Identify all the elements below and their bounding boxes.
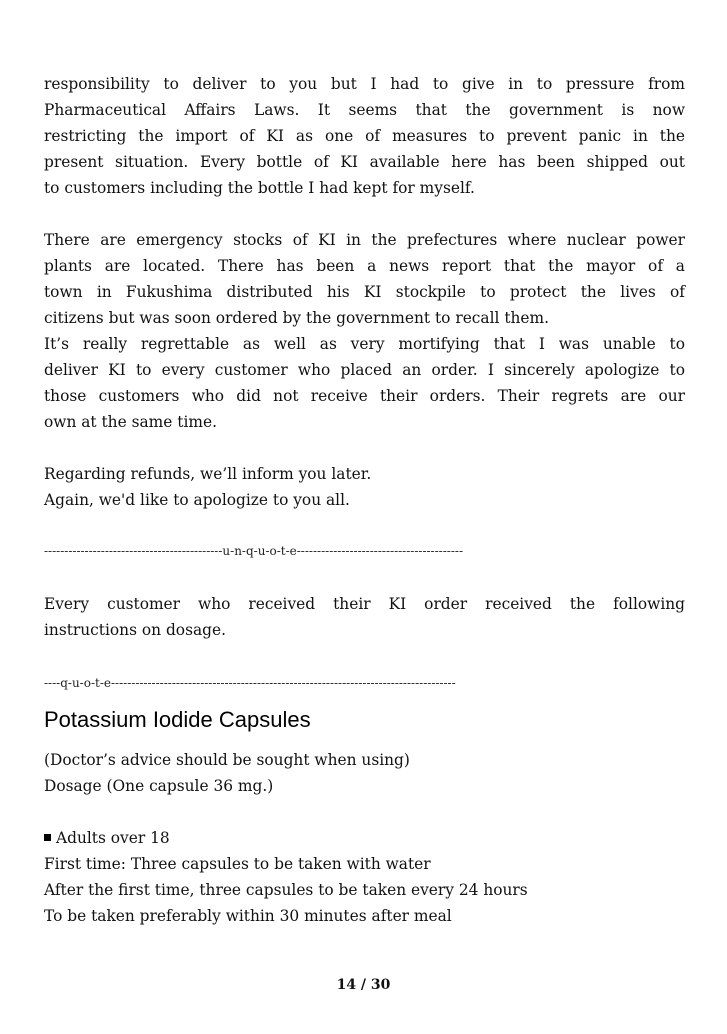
paragraph-line: Regarding refunds, we’ll inform you later. <box>44 465 372 483</box>
paragraph-line: deliver KI to every customer who placed an order. I sincerely apologize to <box>44 361 685 379</box>
advice-line: (Doctor’s advice should be sought when using) <box>44 751 410 769</box>
paragraph-line: citizens but was soon ordered by the government to recall them. <box>44 309 550 327</box>
adults-line <box>44 825 685 851</box>
square-bullet-icon <box>44 834 51 841</box>
page-number: 14 / 30 <box>336 977 391 993</box>
paragraph-line: It’s really regrettable as well as very mortifying that I was unable to <box>44 335 685 353</box>
after-first-line: After the first time, three capsules to be taken every 24 hours <box>44 881 528 899</box>
paragraph-line: plants are located. There has been a news report that the mayor of a <box>44 257 685 275</box>
dosage-line: Dosage (One capsule 36 mg.) <box>44 777 274 795</box>
timing-line: To be taken preferably within 30 minutes after meal <box>44 907 452 925</box>
paragraph-line: present situation. Every bottle of KI available here has been shipped out <box>44 153 685 171</box>
paragraph-line: town in Fukushima distributed his KI stockpile to protect the lives of <box>44 283 685 301</box>
paragraph-line: Again, we'd like to apologize to you all. <box>44 491 350 509</box>
quote-heading: Potassium Iodide Capsules <box>44 707 311 732</box>
unquote-divider: --------------------------------------------u-n-q-u-o-t-e----------------------------------------- <box>44 544 463 558</box>
paragraph-line: those customers who did not receive their orders. Their regrets are our <box>44 387 685 405</box>
paragraph-line: Every customer who received their KI order received the following <box>44 595 685 613</box>
paragraph-line: own at the same time. <box>44 413 217 431</box>
paragraph-line: to customers including the bottle I had kept for myself. <box>44 179 475 197</box>
paragraph-line: responsibility to deliver to you but I had to give in to pressure from <box>44 75 685 93</box>
quote-divider: ----q-u-o-t-e------------------------------------------------------------------------------------- <box>44 676 456 690</box>
first-time-line: First time: Three capsules to be taken with water <box>44 855 431 873</box>
paragraph-line: There are emergency stocks of KI in the prefectures where nuclear power <box>44 231 685 249</box>
paragraph-line: Pharmaceutical Affairs Laws. It seems that the government is now <box>44 101 685 119</box>
adults-label: Adults over 18 <box>56 829 170 847</box>
paragraph-line: instructions on dosage. <box>44 621 226 639</box>
paragraph-line: restricting the import of KI as one of measures to prevent panic in the <box>44 127 685 145</box>
